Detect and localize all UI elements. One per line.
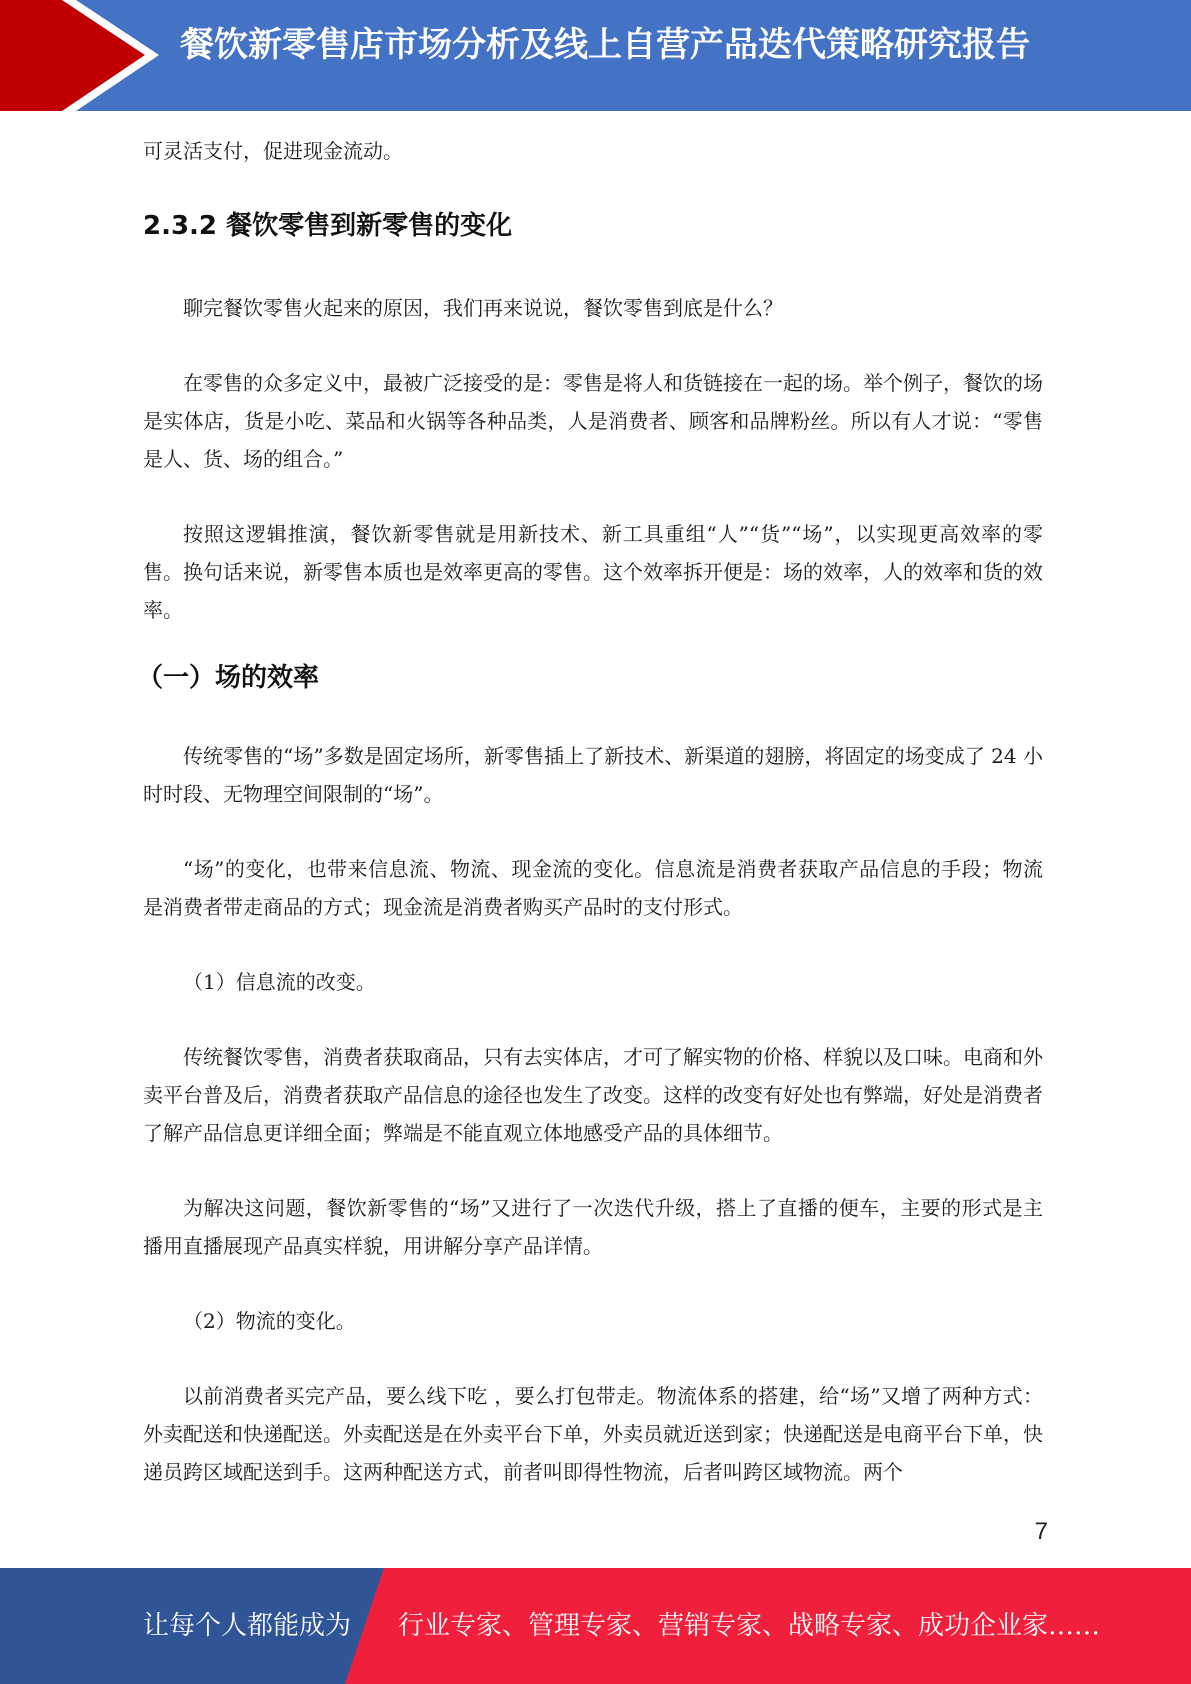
- paragraph: 传统餐饮零售，消费者获取商品，只有去实体店，才可了解实物的价格、样貌以及口味。电商和外卖平台普及后，消费者获取产品信息的途径也发生了改变。这样的改变有好处也有弊端，好处是消费者了解产品信息更详细全面；弊端是不能直观立体地感受产品的具体细节。: [143, 1045, 1043, 1145]
- section-heading: 2.3.2 餐饮零售到新零售的变化: [143, 211, 513, 241]
- page-header: [0, 0, 1191, 111]
- page-footer: [0, 1568, 1191, 1684]
- report-title: 餐饮新零售店市场分析及线上自营产品迭代策略研究报告: [180, 25, 1030, 65]
- paragraph: “场”的变化，也带来信息流、物流、现金流的变化。信息流是消费者获取产品信息的手段；物流是消费者带走商品的方式；现金流是消费者购买产品时的支付形式。: [143, 857, 1043, 919]
- lead-continuation: 可灵活支付，促进现金流动。: [143, 139, 403, 163]
- paragraph: 按照这逻辑推演，餐饮新零售就是用新技术、新工具重组“人”“货”“场”，以实现更高效率的零售。换句话来说，新零售本质也是效率更高的零售。这个效率拆开便是：场的效率，人的效率和货的效率。: [143, 522, 1043, 622]
- page-number: 7: [1034, 1518, 1048, 1545]
- paragraph: 以前消费者买完产品，要么线下吃 ，要么打包带走。物流体系的搭建，给“场”又增了两种方式：外卖配送和快递配送。外卖配送是在外卖平台下单，外卖员就近送到家；快递配送是电商平台下单，快递员跨区域配送到手。这两种配送方式，前者叫即得性物流，后者叫跨区域物流。两个: [143, 1384, 1043, 1484]
- subsection-heading: （一）场的效率: [137, 663, 320, 693]
- list-item-label: （2）物流的变化。: [183, 1309, 356, 1333]
- paragraph: 为解决这问题，餐饮新零售的“场”又进行了一次迭代升级，搭上了直播的便车，主要的形式是主播用直播展现产品真实样貌，用讲解分享产品详情。: [143, 1196, 1043, 1258]
- list-item-label: （1）信息流的改变。: [183, 970, 376, 994]
- paragraph: 聊完餐饮零售火起来的原因，我们再来说说，餐饮零售到底是什么？: [183, 296, 783, 320]
- page-content: [137, 132, 1043, 1528]
- paragraph: 在零售的众多定义中，最被广泛接受的是：零售是将人和货链接在一起的场。举个例子，餐饮的场是实体店，货是小吃、菜品和火锅等各种品类，人是消费者、顾客和品牌粉丝。所以有人才说：“零售是人、货、场的组合。”: [143, 371, 1043, 471]
- paragraph: 传统零售的“场”多数是固定场所，新零售插上了新技术、新渠道的翅膀，将固定的场变成了 24 小时时段、无物理空间限制的“场”。: [143, 744, 1043, 806]
- footer-slogan-left: 让每个人都能成为: [143, 1611, 352, 1641]
- footer-slogan-right: 行业专家、管理专家、营销专家、战略专家、成功企业家……: [398, 1611, 1101, 1641]
